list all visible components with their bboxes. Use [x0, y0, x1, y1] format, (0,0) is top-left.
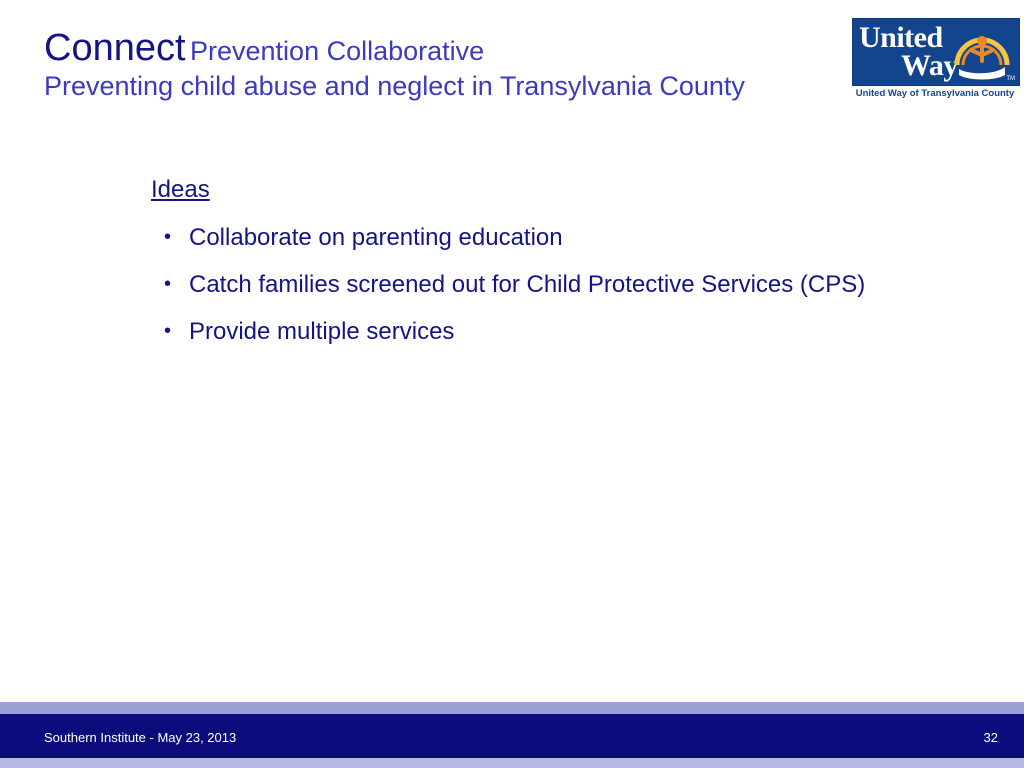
footer-bottom-stripe — [0, 758, 1024, 768]
ideas-list — [151, 222, 931, 348]
hand-figure-rainbow-icon — [951, 25, 1013, 81]
list-item — [151, 222, 931, 253]
title-line — [44, 28, 834, 70]
logo-box — [852, 18, 1020, 86]
bullet-icon: • — [164, 273, 172, 296]
footer-text: Southern Institute - May 23, 2013 — [44, 730, 237, 745]
bullet-icon: • — [164, 320, 172, 343]
logo-word-united: United — [859, 21, 943, 54]
slide-title — [44, 28, 834, 101]
slide-subtitle: Preventing child abuse and neglect in Transylvania County — [44, 70, 745, 101]
list-item-text: Provide multiple services — [189, 318, 455, 346]
bullet-icon: • — [164, 226, 172, 248]
list-item-text: Collaborate on parenting education — [189, 224, 563, 251]
title-suffix: Prevention Collaborative — [190, 36, 485, 66]
logo-word-way: Way — [901, 49, 958, 82]
slide-content — [151, 176, 931, 364]
ideas-heading: Ideas — [151, 176, 210, 203]
logo-trademark: TM — [1006, 76, 1015, 82]
footer-stripe — [0, 702, 1024, 714]
title-main: Connect — [44, 27, 186, 69]
logo-caption: United Way of Transylvania County — [855, 88, 1015, 99]
united-way-logo — [848, 18, 1024, 104]
page-number: 32 — [983, 730, 998, 745]
list-item-text: Catch families screened out for Child Protective Services (CPS) — [189, 271, 866, 299]
list-item — [151, 316, 931, 347]
list-item — [151, 269, 931, 300]
